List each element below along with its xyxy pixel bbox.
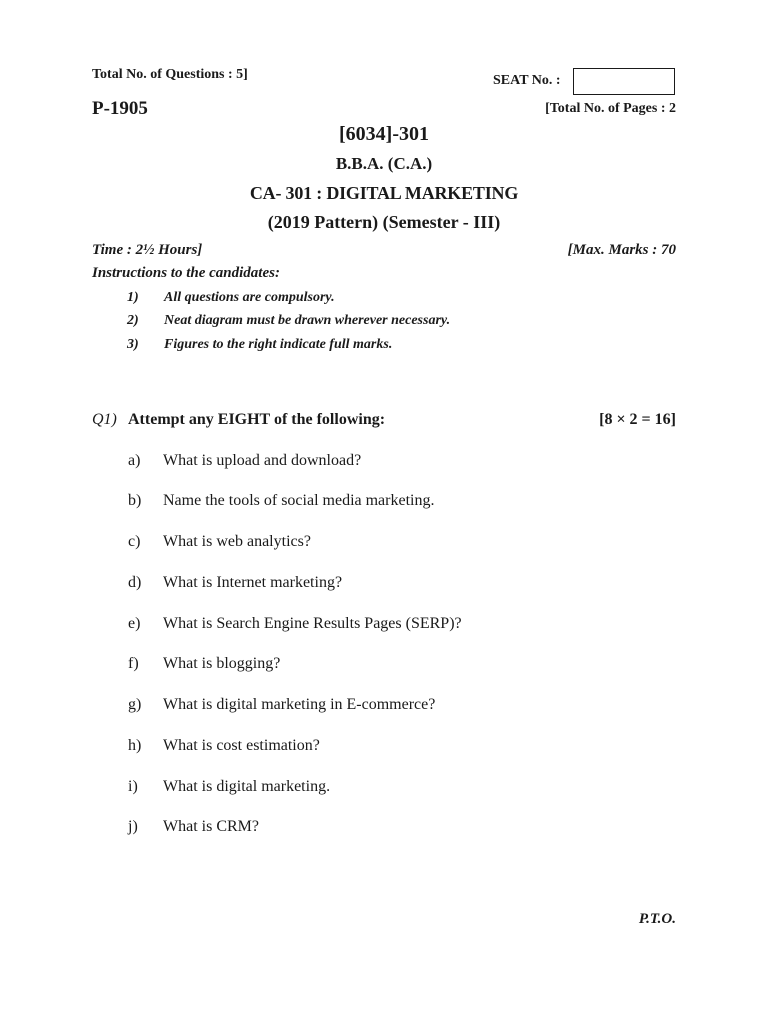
item-letter: h) <box>128 737 142 754</box>
item-letter: c) <box>128 533 141 550</box>
seat-number-label: SEAT No. : <box>493 73 561 88</box>
instruction-item <box>127 290 335 306</box>
max-marks: [Max. Marks : 70 <box>567 242 676 258</box>
instruction-number: 2) <box>127 313 139 328</box>
exam-time: Time : 2½ Hours] <box>92 242 203 258</box>
seat-number-box <box>573 68 675 95</box>
question-heading: Attempt any EIGHT of the following: <box>128 411 386 428</box>
item-letter: j) <box>128 818 138 835</box>
question-item <box>128 696 435 714</box>
item-letter: f) <box>128 655 139 672</box>
item-text: What is blogging? <box>163 655 281 672</box>
total-pages: [Total No. of Pages : 2 <box>545 101 676 116</box>
instruction-text: All questions are compulsory. <box>164 290 335 305</box>
question-marks: [8 × 2 = 16] <box>599 411 676 428</box>
item-letter: g) <box>128 696 142 713</box>
question-item <box>128 818 259 836</box>
item-text: What is cost estimation? <box>163 737 320 754</box>
exam-pattern: (2019 Pattern) (Semester - III) <box>267 212 501 232</box>
total-questions: Total No. of Questions : 5] <box>92 67 248 82</box>
item-letter: e) <box>128 615 141 632</box>
question-item <box>128 533 311 551</box>
item-text: What is Internet marketing? <box>163 574 343 591</box>
question-number: Q1) <box>92 411 117 428</box>
item-text: What is digital marketing. <box>163 778 331 795</box>
page-turn-over: P.T.O. <box>638 911 676 927</box>
exam-code: [6034]-301 <box>339 123 429 145</box>
course-name: B.B.A. (C.A.) <box>335 154 433 173</box>
instruction-number: 3) <box>127 337 139 352</box>
item-letter: a) <box>128 452 141 469</box>
instruction-text: Neat diagram must be drawn wherever necessary. <box>164 313 451 328</box>
question-item <box>128 615 462 633</box>
item-letter: i) <box>128 778 138 795</box>
question-item <box>128 737 320 755</box>
question-item <box>128 452 361 470</box>
item-text: What is digital marketing in E-commerce? <box>163 696 436 713</box>
instruction-item <box>127 337 392 353</box>
item-text: What is Search Engine Results Pages (SERP)? <box>163 615 462 632</box>
item-letter: b) <box>128 492 142 509</box>
question-item <box>128 655 280 673</box>
question-item <box>128 574 342 592</box>
item-letter: d) <box>128 574 142 591</box>
item-text: What is web analytics? <box>163 533 311 550</box>
instruction-item <box>127 313 450 329</box>
instructions-title: Instructions to the candidates: <box>92 265 280 281</box>
item-text: Name the tools of social media marketing. <box>163 492 435 509</box>
question-item <box>128 778 330 796</box>
instruction-text: Figures to the right indicate full marks. <box>164 337 393 352</box>
subject-title: CA- 301 : DIGITAL MARKETING <box>249 183 519 203</box>
instruction-number: 1) <box>127 290 139 305</box>
item-text: What is upload and download? <box>163 452 362 469</box>
paper-code: P-1905 <box>92 98 148 119</box>
question-item <box>128 492 434 510</box>
item-text: What is CRM? <box>163 818 259 835</box>
